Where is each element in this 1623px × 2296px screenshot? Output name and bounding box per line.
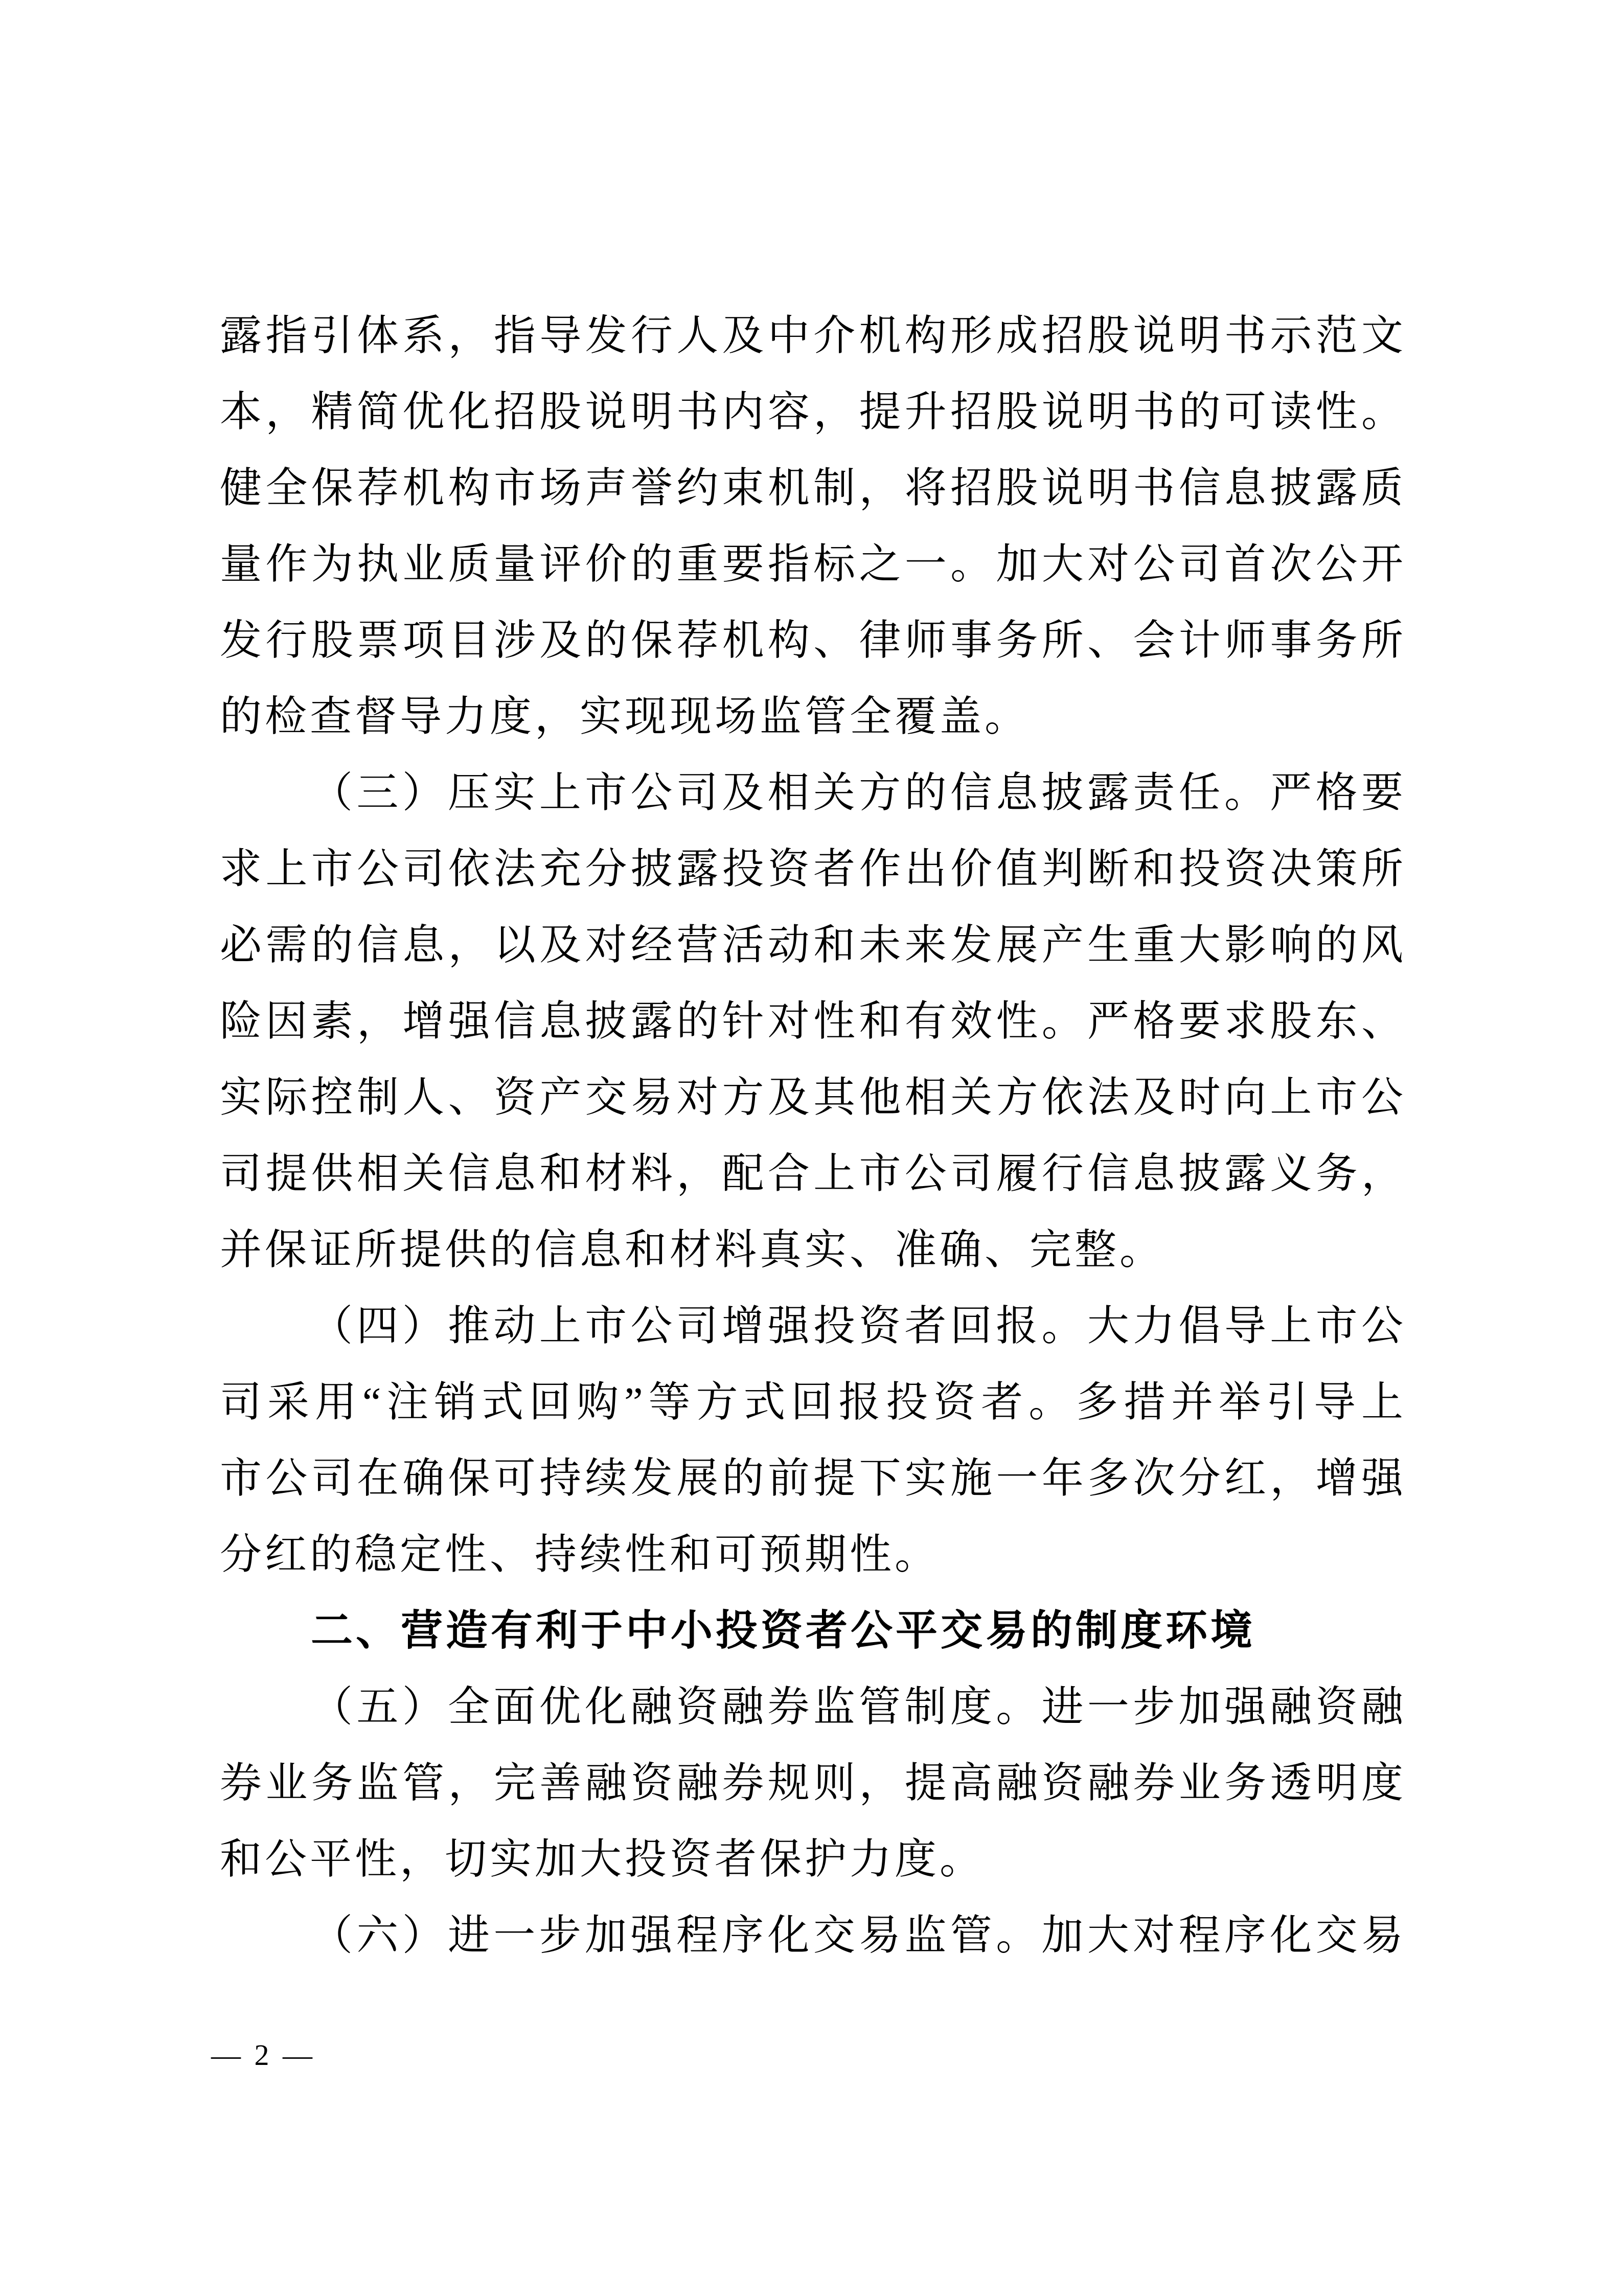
text-line: 司提供相关信息和材料，配合上市公司履行信息披露义务， <box>220 1150 1406 1197</box>
text-line: 露指引体系，指导发行人及中介机构形成招股说明书示范文 <box>220 312 1406 359</box>
text-line: 量作为执业质量评价的重要指标之一。加大对公司首次公开 <box>220 541 1406 587</box>
text-line: 的检查督导力度，实现现场监管全覆盖。 <box>220 693 1030 740</box>
text-line: 券业务监管，完善融资融券规则，提高融资融券业务透明度 <box>220 1760 1406 1806</box>
text-line: 市公司在确保可持续发展的前提下实施一年多次分红，增强 <box>220 1455 1406 1502</box>
section-heading: 二、营造有利于中小投资者公平交易的制度环境 <box>311 1607 1256 1654</box>
page-number: — 2 — <box>211 2038 315 2072</box>
text-line: （三）压实上市公司及相关方的信息披露责任。严格要 <box>311 769 1406 816</box>
text-line: （六）进一步加强程序化交易监管。加大对程序化交易 <box>311 1912 1406 1959</box>
text-block <box>220 298 1406 1973</box>
text-line: （五）全面优化融资融券监管制度。进一步加强融资融 <box>311 1684 1406 1730</box>
text-line: 并保证所提供的信息和材料真实、准确、完整。 <box>220 1226 1165 1273</box>
text-line: 分红的稳定性、持续性和可预期性。 <box>220 1531 940 1578</box>
text-line: 健全保荐机构市场声誉约束机制，将招股说明书信息披露质 <box>220 465 1406 511</box>
page-footer <box>211 2037 315 2073</box>
text-line: 求上市公司依法充分披露投资者作出价值判断和投资决策所 <box>220 846 1406 892</box>
text-line: 实际控制人、资产交易对方及其他相关方依法及时向上市公 <box>220 1074 1406 1121</box>
text-line: （四）推动上市公司增强投资者回报。大力倡导上市公 <box>311 1303 1406 1349</box>
text-line: 必需的信息，以及对经营活动和未来发展产生重大影响的风 <box>220 922 1406 968</box>
text-line: 发行股票项目涉及的保荐机构、律师事务所、会计师事务所 <box>220 617 1406 664</box>
text-line: 和公平性，切实加大投资者保护力度。 <box>220 1836 985 1882</box>
text-line: 本，精简优化招股说明书内容，提升招股说明书的可读性。 <box>220 389 1406 435</box>
text-line: 司采用“注销式回购”等方式回报投资者。多措并举引导上 <box>220 1379 1406 1425</box>
text-line: 险因素，增强信息披露的针对性和有效性。严格要求股东、 <box>220 998 1406 1044</box>
